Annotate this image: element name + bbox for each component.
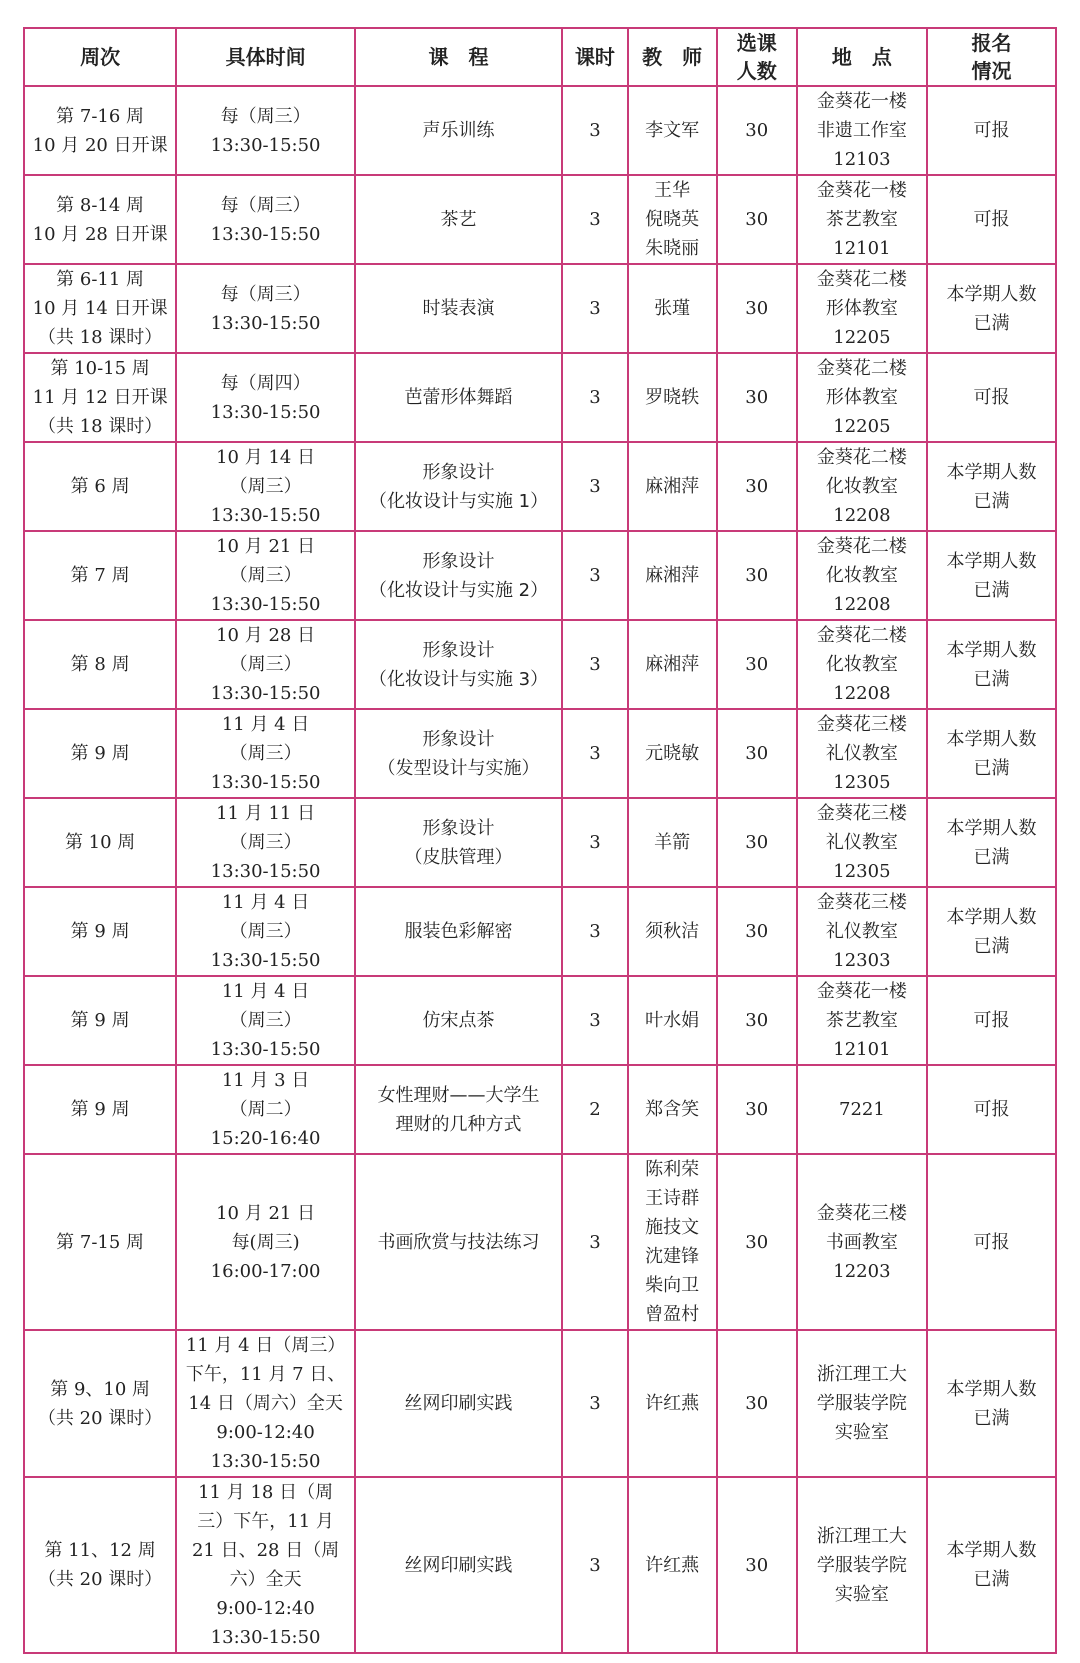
status-cell: 本学期人数 已满 — [927, 620, 1056, 709]
course-cell: 形象设计 （发型设计与实施） — [355, 709, 562, 798]
table-row — [24, 264, 1056, 353]
location-cell: 金葵花三楼 礼仪教室 12303 — [797, 887, 927, 976]
course-cell: 形象设计 （皮肤管理） — [355, 798, 562, 887]
location-cell: 浙江理工大 学服装学院 实验室 — [797, 1477, 927, 1653]
time-cell: 11 月 11 日 （周三） 13:30-15:50 — [176, 798, 355, 887]
hours-cell: 3 — [562, 887, 628, 976]
hours-cell: 3 — [562, 709, 628, 798]
time-cell: 每（周四） 13:30-15:50 — [176, 353, 355, 442]
header-hours: 课时 — [562, 28, 628, 86]
teacher-cell: 郑含笑 — [628, 1065, 717, 1154]
header-enrollment: 选课 人数 — [717, 28, 797, 86]
week-cell: 第 9 周 — [24, 709, 176, 798]
hours-cell: 3 — [562, 175, 628, 264]
status-cell: 可报 — [927, 353, 1056, 442]
location-cell: 金葵花三楼 书画教室 12203 — [797, 1154, 927, 1330]
header-status: 报名 情况 — [927, 28, 1056, 86]
enrollment-cell: 30 — [717, 798, 797, 887]
teacher-cell: 王华 倪晓英 朱晓丽 — [628, 175, 717, 264]
table-row — [24, 442, 1056, 531]
course-cell: 芭蕾形体舞蹈 — [355, 353, 562, 442]
header-teacher: 教 师 — [628, 28, 717, 86]
time-cell: 11 月 4 日 （周三） 13:30-15:50 — [176, 709, 355, 798]
location-cell: 金葵花二楼 形体教室 12205 — [797, 353, 927, 442]
teacher-cell: 元晓敏 — [628, 709, 717, 798]
hours-cell: 3 — [562, 442, 628, 531]
week-cell: 第 10 周 — [24, 798, 176, 887]
time-cell: 11 月 3 日 （周二） 15:20-16:40 — [176, 1065, 355, 1154]
course-cell: 书画欣赏与技法练习 — [355, 1154, 562, 1330]
week-cell: 第 7-16 周 10 月 20 日开课 — [24, 86, 176, 175]
header-row — [24, 28, 1056, 86]
location-cell: 浙江理工大 学服装学院 实验室 — [797, 1330, 927, 1477]
enrollment-cell: 30 — [717, 709, 797, 798]
hours-cell: 3 — [562, 620, 628, 709]
status-cell: 本学期人数 已满 — [927, 264, 1056, 353]
status-cell: 可报 — [927, 976, 1056, 1065]
course-cell: 丝网印刷实践 — [355, 1477, 562, 1653]
enrollment-cell: 30 — [717, 175, 797, 264]
week-cell: 第 7-15 周 — [24, 1154, 176, 1330]
enrollment-cell: 30 — [717, 1154, 797, 1330]
status-cell: 本学期人数 已满 — [927, 887, 1056, 976]
week-cell: 第 9 周 — [24, 887, 176, 976]
course-cell: 时装表演 — [355, 264, 562, 353]
status-cell: 本学期人数 已满 — [927, 1477, 1056, 1653]
teacher-cell: 麻湘萍 — [628, 531, 717, 620]
hours-cell: 3 — [562, 976, 628, 1065]
table-row — [24, 86, 1056, 175]
time-cell: 11 月 4 日（周三） 下午，11 月 7 日、 14 日（周六）全天 9:00-12:40 13:30-15:50 — [176, 1330, 355, 1477]
enrollment-cell: 30 — [717, 887, 797, 976]
week-cell: 第 8 周 — [24, 620, 176, 709]
course-cell: 形象设计 （化妆设计与实施 2） — [355, 531, 562, 620]
week-cell: 第 9 周 — [24, 976, 176, 1065]
table-row — [24, 1065, 1056, 1154]
status-cell: 可报 — [927, 1065, 1056, 1154]
course-cell: 茶艺 — [355, 175, 562, 264]
course-cell: 形象设计 （化妆设计与实施 1） — [355, 442, 562, 531]
status-cell: 可报 — [927, 86, 1056, 175]
location-cell: 金葵花二楼 化妆教室 12208 — [797, 620, 927, 709]
enrollment-cell: 30 — [717, 1065, 797, 1154]
location-cell: 金葵花一楼 茶艺教室 12101 — [797, 175, 927, 264]
teacher-cell: 李文军 — [628, 86, 717, 175]
course-cell: 形象设计 （化妆设计与实施 3） — [355, 620, 562, 709]
course-cell: 丝网印刷实践 — [355, 1330, 562, 1477]
table-row — [24, 1154, 1056, 1330]
week-cell: 第 6 周 — [24, 442, 176, 531]
enrollment-cell: 30 — [717, 353, 797, 442]
enrollment-cell: 30 — [717, 1330, 797, 1477]
table-row — [24, 620, 1056, 709]
hours-cell: 3 — [562, 531, 628, 620]
teacher-cell: 叶水娟 — [628, 976, 717, 1065]
enrollment-cell: 30 — [717, 442, 797, 531]
enrollment-cell: 30 — [717, 531, 797, 620]
location-cell: 7221 — [797, 1065, 927, 1154]
time-cell: 11 月 4 日 （周三） 13:30-15:50 — [176, 887, 355, 976]
enrollment-cell: 30 — [717, 620, 797, 709]
teacher-cell: 麻湘萍 — [628, 620, 717, 709]
status-cell: 本学期人数 已满 — [927, 1330, 1056, 1477]
time-cell: 11 月 4 日 （周三） 13:30-15:50 — [176, 976, 355, 1065]
header-location: 地 点 — [797, 28, 927, 86]
week-cell: 第 6-11 周 10 月 14 日开课 （共 18 课时） — [24, 264, 176, 353]
time-cell: 每（周三） 13:30-15:50 — [176, 175, 355, 264]
course-cell: 声乐训练 — [355, 86, 562, 175]
hours-cell: 3 — [562, 1330, 628, 1477]
course-cell: 仿宋点茶 — [355, 976, 562, 1065]
table-row — [24, 531, 1056, 620]
course-schedule-table — [23, 27, 1057, 1654]
hours-cell: 2 — [562, 1065, 628, 1154]
location-cell: 金葵花三楼 礼仪教室 12305 — [797, 798, 927, 887]
status-cell: 本学期人数 已满 — [927, 709, 1056, 798]
enrollment-cell: 30 — [717, 264, 797, 353]
time-cell: 10 月 28 日 （周三） 13:30-15:50 — [176, 620, 355, 709]
teacher-cell: 罗晓轶 — [628, 353, 717, 442]
course-cell: 女性理财——大学生 理财的几种方式 — [355, 1065, 562, 1154]
table-row — [24, 887, 1056, 976]
teacher-cell: 许红燕 — [628, 1477, 717, 1653]
table-row — [24, 1477, 1056, 1653]
header-time: 具体时间 — [176, 28, 355, 86]
hours-cell: 3 — [562, 1154, 628, 1330]
location-cell: 金葵花三楼 礼仪教室 12305 — [797, 709, 927, 798]
week-cell: 第 9 周 — [24, 1065, 176, 1154]
hours-cell: 3 — [562, 798, 628, 887]
location-cell: 金葵花一楼 茶艺教室 12101 — [797, 976, 927, 1065]
hours-cell: 3 — [562, 353, 628, 442]
location-cell: 金葵花二楼 化妆教室 12208 — [797, 531, 927, 620]
location-cell: 金葵花二楼 化妆教室 12208 — [797, 442, 927, 531]
week-cell: 第 11、12 周 （共 20 课时） — [24, 1477, 176, 1653]
location-cell: 金葵花一楼 非遗工作室 12103 — [797, 86, 927, 175]
hours-cell: 3 — [562, 86, 628, 175]
hours-cell: 3 — [562, 1477, 628, 1653]
location-cell: 金葵花二楼 形体教室 12205 — [797, 264, 927, 353]
week-cell: 第 9、10 周 （共 20 课时） — [24, 1330, 176, 1477]
table-row — [24, 353, 1056, 442]
week-cell: 第 10-15 周 11 月 12 日开课 （共 18 课时） — [24, 353, 176, 442]
week-cell: 第 8-14 周 10 月 28 日开课 — [24, 175, 176, 264]
time-cell: 每（周三） 13:30-15:50 — [176, 264, 355, 353]
table-row — [24, 976, 1056, 1065]
time-cell: 11 月 18 日（周 三）下午，11 月 21 日、28 日（周 六）全天 9:00-12:40 13:30-15:50 — [176, 1477, 355, 1653]
status-cell: 本学期人数 已满 — [927, 442, 1056, 531]
enrollment-cell: 30 — [717, 1477, 797, 1653]
table-row — [24, 798, 1056, 887]
teacher-cell: 张瑾 — [628, 264, 717, 353]
course-cell: 服装色彩解密 — [355, 887, 562, 976]
status-cell: 可报 — [927, 175, 1056, 264]
enrollment-cell: 30 — [717, 86, 797, 175]
teacher-cell: 须秋洁 — [628, 887, 717, 976]
header-course: 课 程 — [355, 28, 562, 86]
header-week: 周次 — [24, 28, 176, 86]
table-row — [24, 175, 1056, 264]
teacher-cell: 羊箭 — [628, 798, 717, 887]
time-cell: 10 月 21 日 每(周三) 16:00-17:00 — [176, 1154, 355, 1330]
teacher-cell: 许红燕 — [628, 1330, 717, 1477]
enrollment-cell: 30 — [717, 976, 797, 1065]
hours-cell: 3 — [562, 264, 628, 353]
status-cell: 本学期人数 已满 — [927, 531, 1056, 620]
status-cell: 可报 — [927, 1154, 1056, 1330]
status-cell: 本学期人数 已满 — [927, 798, 1056, 887]
table-row — [24, 709, 1056, 798]
time-cell: 10 月 14 日 （周三） 13:30-15:50 — [176, 442, 355, 531]
time-cell: 每（周三） 13:30-15:50 — [176, 86, 355, 175]
table-row — [24, 1330, 1056, 1477]
week-cell: 第 7 周 — [24, 531, 176, 620]
teacher-cell: 麻湘萍 — [628, 442, 717, 531]
time-cell: 10 月 21 日 （周三） 13:30-15:50 — [176, 531, 355, 620]
teacher-cell: 陈利荣 王诗群 施技文 沈建锋 柴向卫 曾盈村 — [628, 1154, 717, 1330]
